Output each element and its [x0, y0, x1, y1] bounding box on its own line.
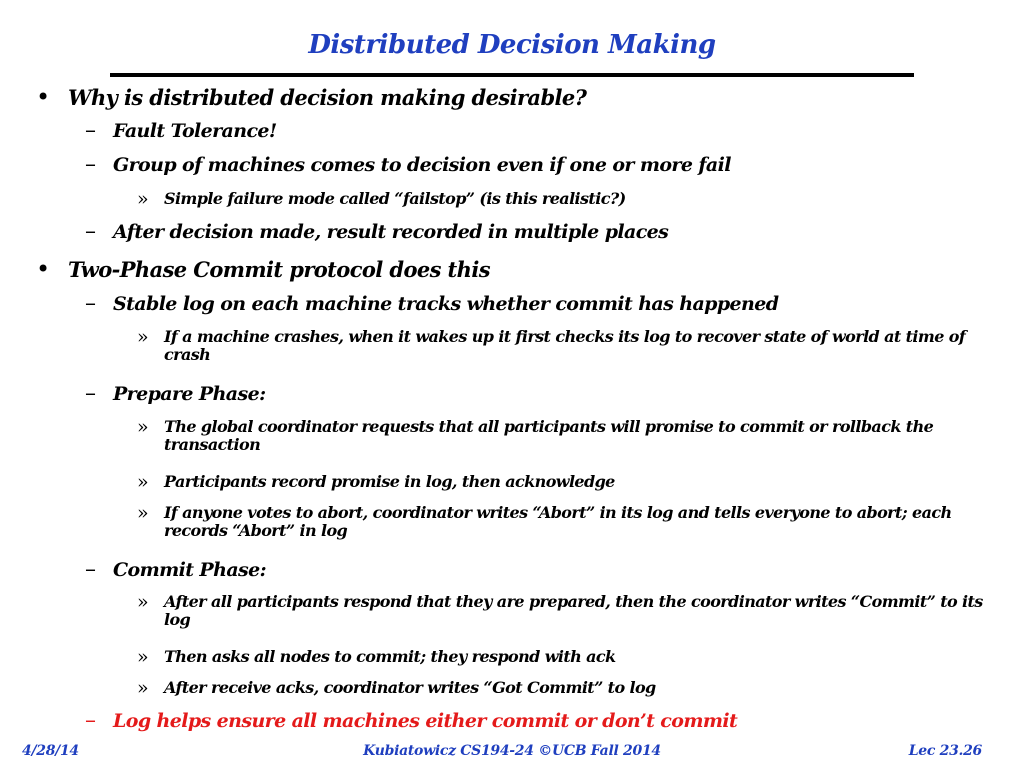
subbullet-commit-phase	[85, 557, 267, 582]
bullet-text: Why is distributed decision making desirable?	[68, 85, 587, 110]
chevron-marker: »	[137, 591, 149, 613]
subbullet-log-helps	[85, 708, 738, 733]
footer-lecture-number: Lec 23.26	[908, 743, 982, 759]
bullet-text: Two-Phase Commit protocol does this	[68, 257, 490, 282]
dash-marker: –	[85, 291, 96, 316]
bullet-two-phase-commit	[36, 255, 490, 283]
bullet-why-distributed	[36, 83, 587, 111]
footer-course: Kubiatowicz CS194-24 ©UCB Fall 2014	[363, 743, 661, 759]
slide-title: Distributed Decision Making	[308, 30, 716, 60]
dash-marker: –	[85, 152, 96, 177]
subsub-asks-all-nodes	[137, 646, 984, 668]
dash-marker: –	[85, 219, 96, 244]
bullet-text: If anyone votes to abort, coordinator writes “Abort” in its log and tells everyone to abort; each records “Abort” in log	[164, 503, 952, 541]
bullet-text: Stable log on each machine tracks whether commit has happened	[113, 293, 779, 315]
subbullet-stable-log	[85, 291, 779, 316]
bullet-text: After receive acks, coordinator writes “Got Commit” to log	[164, 678, 656, 697]
dash-marker: –	[85, 708, 96, 733]
subsub-participants-record	[137, 471, 984, 493]
bullet-text: Participants record promise in log, then acknowledge	[164, 472, 615, 491]
subsub-machine-crashes	[137, 326, 984, 365]
bullet-text: The global coordinator requests that all participants will promise to commit or rollback the transaction	[164, 417, 934, 455]
title-divider	[110, 73, 914, 77]
chevron-marker: »	[137, 646, 149, 668]
chevron-marker: »	[137, 471, 149, 493]
subbullet-fault-tolerance	[85, 118, 277, 143]
footer-date: 4/28/14	[22, 743, 79, 759]
bullet-text: Then asks all nodes to commit; they respond with ack	[164, 647, 616, 666]
subbullet-group-of-machines	[85, 152, 731, 177]
bullet-marker: •	[36, 83, 50, 111]
chevron-marker: »	[137, 326, 149, 348]
bullet-text: If a machine crashes, when it wakes up it first checks its log to recover state of world at time of crash	[164, 327, 966, 365]
chevron-marker: »	[137, 677, 149, 699]
bullet-marker: •	[36, 255, 50, 283]
bullet-text: After decision made, result recorded in multiple places	[113, 221, 669, 243]
subbullet-prepare-phase	[85, 381, 266, 406]
dash-marker: –	[85, 557, 96, 582]
bullet-text: Fault Tolerance!	[113, 120, 277, 142]
bullet-text: Simple failure mode called “failstop” (is this realistic?)	[164, 189, 626, 208]
chevron-marker: »	[137, 502, 149, 524]
bullet-text: Log helps ensure all machines either commit or don’t commit	[113, 710, 738, 732]
subsub-votes-to-abort	[137, 502, 984, 541]
bullet-text: Commit Phase:	[113, 559, 267, 581]
dash-marker: –	[85, 118, 96, 143]
bullet-text: Prepare Phase:	[113, 383, 266, 405]
chevron-marker: »	[137, 416, 149, 438]
subbullet-result-recorded	[85, 219, 669, 244]
subsub-all-respond	[137, 591, 984, 630]
bullet-text: After all participants respond that they are prepared, then the coordinator writes “Commit” to its log	[164, 592, 983, 630]
chevron-marker: »	[137, 188, 149, 210]
subsub-failstop	[137, 188, 984, 210]
bullet-text: Group of machines comes to decision even if one or more fail	[113, 154, 731, 176]
subsub-coordinator-requests	[137, 416, 984, 455]
subsub-receive-acks	[137, 677, 984, 699]
dash-marker: –	[85, 381, 96, 406]
